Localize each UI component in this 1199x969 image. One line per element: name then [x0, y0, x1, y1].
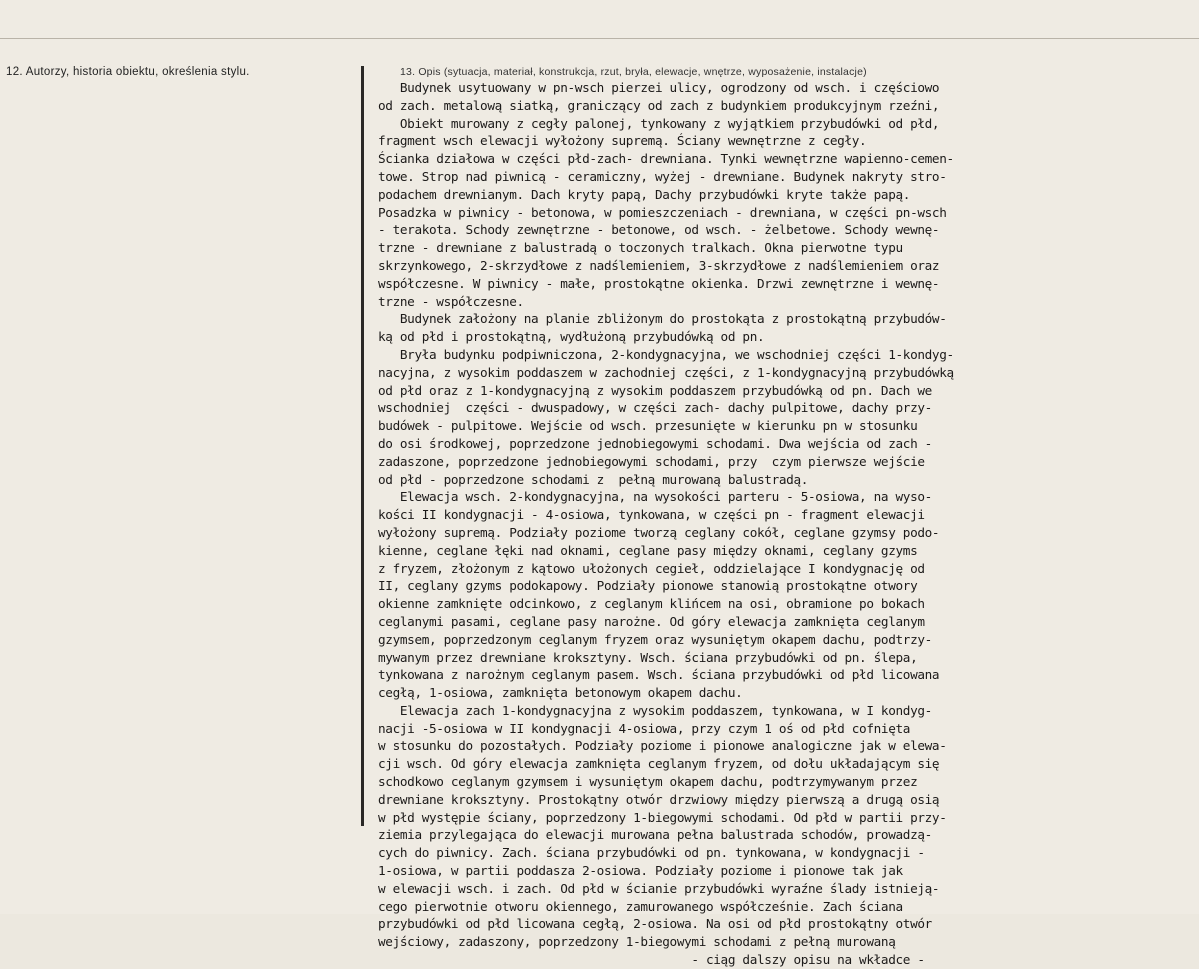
text-line: nacyjna, z wysokim poddaszem w zachodniej części, z 1-kondygnacyjną przybudówką: [378, 364, 954, 380]
text-line: z fryzem, złożonym z kątowo ułożonych cegieł, oddzielające I kondygnację od: [378, 560, 925, 576]
text-line: drewniane kroksztyny. Prostokątny otwór drzwiowy między pierwszą a drugą osią: [378, 791, 940, 807]
text-line: Budynek usytuowany w pn-wsch pierzei ulicy, ogrodzony od wsch. i częściowo: [378, 80, 940, 95]
section-13-heading: 13. Opis (sytuacja, materiał, konstrukcja, rzut, bryła, elewacje, wnętrze, wyposażenie, instalacje): [400, 66, 867, 78]
text-line: Ścianka działowa w części płd-zach- drewniana. Tynki wewnętrzne wapienno-cemen-: [378, 151, 954, 167]
text-line: zadaszone, poprzedzone jednobiegowymi schodami, przy czym pierwsze wejście: [378, 453, 925, 469]
text-line: ziemia przylegająca do elewacji murowana pełna balustrada schodów, prowadzą-: [378, 827, 932, 843]
text-line: wejściowy, zadaszony, poprzedzony 1-biegowymi schodami z pełną murowaną: [378, 934, 896, 950]
text-line: Elewacja wsch. 2-kondygnacyjna, na wysokości parteru - 5-osiowa, na wyso-: [378, 489, 932, 505]
text-line: kienne, ceglane łęki nad oknami, ceglane pasy między oknami, ceglany gzyms: [378, 542, 918, 558]
text-line: trzne - drewniane z balustradą o toczonych tralkach. Okna pierwotne typu: [378, 240, 903, 256]
text-line: okienne zamknięte odcinkowo, z ceglanym klińcem na osi, obramione po bokach: [378, 596, 925, 612]
text-line: trzne - współczesne.: [378, 293, 524, 309]
text-line: cegłą, 1-osiowa, zamknięta betonowym okapem dachu.: [378, 685, 743, 701]
text-line: w stosunku do pozostałych. Podziały poziome i pionowe analogiczne jak w elewa-: [378, 738, 947, 754]
text-line: do osi środkowej, poprzedzone jednobiegowymi schodami. Dwa wejścia od zach -: [378, 435, 932, 451]
description-text: [378, 79, 1193, 969]
text-line: wyłożony supremą. Podziały poziome tworzą ceglany cokół, ceglane gzymsy podo-: [378, 524, 940, 540]
top-rule: [0, 38, 1199, 39]
text-line: przybudówki od płd licowana cegłą, 2-osiowa. Na osi od płd prostokątny otwór: [378, 916, 932, 932]
text-line: - ciąg dalszy opisu na wkładce -: [378, 952, 925, 968]
text-line: II, ceglany gzyms podokapowy. Podziały pionowe stanowią prostokątne otwory: [378, 578, 918, 594]
text-line: w płd występie ściany, poprzedzony 1-biegowymi schodami. Od płd w partii przy-: [378, 809, 947, 825]
text-line: mywanym przez drewniane kroksztyny. Wsch. ściana przybudówki od pn. ślepa,: [378, 649, 918, 665]
text-line: kości II kondygnacji - 4-osiowa, tynkowana, w części pn - fragment elewacji: [378, 507, 925, 523]
text-line: towe. Strop nad piwnicą - ceramiczny, wyżej - drewniane. Budynek nakryty stro-: [378, 168, 947, 184]
text-line: budówek - pulpitowe. Wejście od wsch. przesunięte w kierunku pn w stosunku: [378, 418, 918, 434]
text-line: 1-osiowa, w partii poddasza 2-osiowa. Podziały poziome i pionowe tak jak: [378, 863, 903, 879]
text-line: cego pierwotnie otworu okiennego, zamurowanego współcześnie. Zach ściana: [378, 898, 903, 914]
left-column: [0, 60, 355, 910]
section-12-heading: 12. Autorzy, historia obiektu, określenia stylu.: [6, 66, 250, 78]
text-line: Elewacja zach 1-kondygnacyjna z wysokim poddaszem, tynkowana, w I kondyg-: [378, 702, 932, 718]
text-line: nacji -5-osiowa w II kondygnacji 4-osiowa, przy czym 1 oś od płd cofnięta: [378, 720, 911, 736]
text-line: od płd oraz z 1-kondygnacyjną z wysokim poddaszem przybudówką od pn. Dach we: [378, 382, 932, 398]
text-line: od zach. metalową siatką, graniczący od zach z budynkiem produkcyjnym rzeźni,: [378, 97, 940, 113]
text-line: współczesne. W piwnicy - małe, prostokątne okienka. Drzwi zewnętrzne i wewnę-: [378, 275, 940, 291]
text-line: w elewacji wsch. i zach. Od płd w ścianie przybudówki wyraźne ślady istnieją-: [378, 880, 940, 896]
text-line: od płd - poprzedzone schodami z pełną murowaną balustradą.: [378, 471, 809, 487]
text-line: Bryła budynku podpiwniczona, 2-kondygnacyjna, we wschodniej części 1-kondyg-: [378, 346, 954, 362]
text-line: podachem drewnianym. Dach kryty papą, Dachy przybudówki kryte także papą.: [378, 186, 911, 202]
text-line: ceglanymi pasami, ceglane pasy narożne. Od góry elewacja zamknięta ceglanym: [378, 613, 925, 629]
text-line: ką od płd i prostokątną, wydłużoną przybudówką od pn.: [378, 329, 765, 345]
text-line: cych do piwnicy. Zach. ściana przybudówki od pn. tynkowana, w kondygnacji -: [378, 845, 925, 861]
text-line: Posadzka w piwnicy - betonowa, w pomieszczeniach - drewniana, w części pn-wsch: [378, 204, 947, 220]
text-line: schodkowo ceglanym gzymsem i wysuniętym okapem dachu, podtrzymywanym przez: [378, 774, 918, 790]
text-line: fragment wsch elewacji wyłożony supremą. Ściany wewnętrzne z cegły.: [378, 133, 867, 149]
text-line: cji wsch. Od góry elewacja zamknięta ceglanym fryzem, od dołu układającym się: [378, 756, 940, 772]
text-line: gzymsem, poprzedzonym ceglanym fryzem oraz wysuniętym okapem dachu, podtrzy-: [378, 631, 932, 647]
text-line: - terakota. Schody zewnętrzne - betonowe, od wsch. - żelbetowe. Schody wewnę-: [378, 222, 940, 238]
text-line: tynkowana z narożnym ceglanym pasem. Wsch. ściana przybudówki od płd licowana: [378, 667, 940, 683]
column-divider: [361, 66, 364, 826]
text-line: skrzynkowego, 2-skrzydłowe z nadślemieniem, 3-skrzydłowe z nadślemieniem oraz: [378, 257, 940, 273]
text-line: Obiekt murowany z cegły palonej, tynkowany z wyjątkiem przybudówki od płd,: [378, 115, 940, 131]
text-line: wschodniej części - dwuspadowy, w części zach- dachy pulpitowe, dachy przy-: [378, 400, 932, 416]
text-line: Budynek założony na planie zbliżonym do prostokąta z prostokątną przybudów-: [378, 311, 947, 327]
